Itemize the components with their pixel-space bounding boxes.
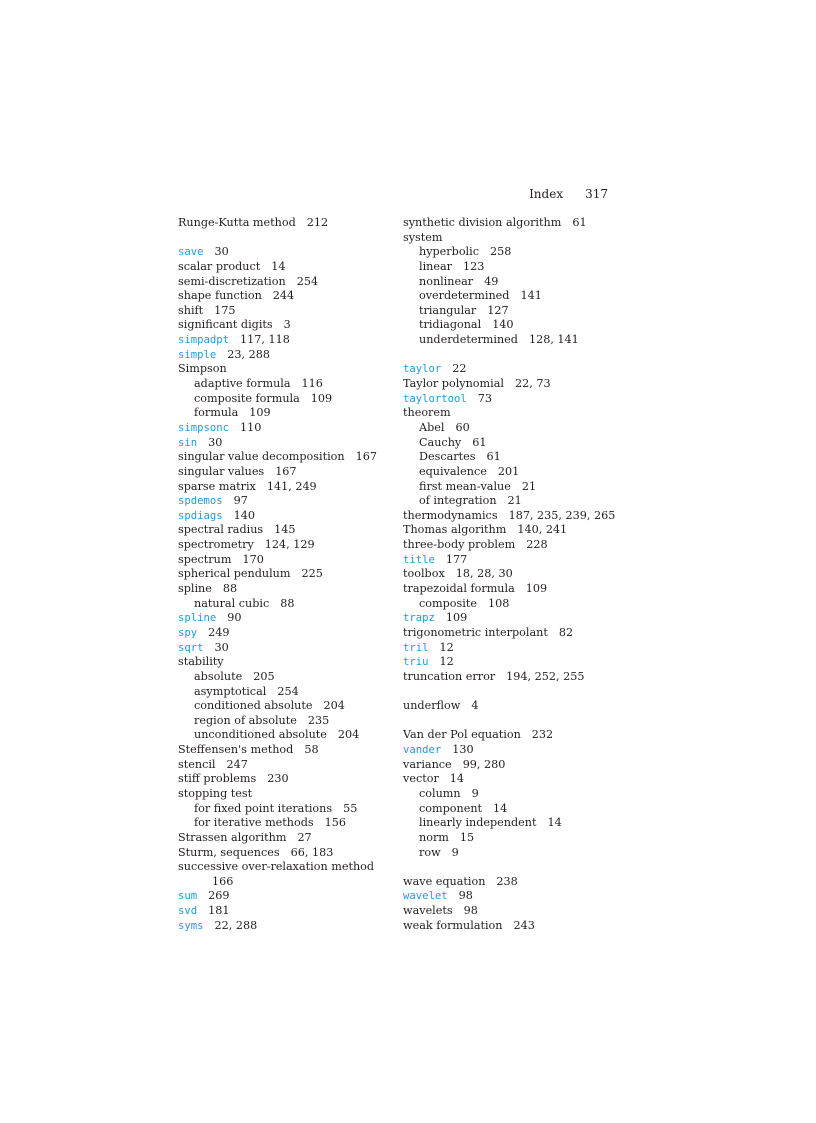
index-subentry [403,787,628,802]
page-references: 12 [439,640,454,654]
index-subentry [403,465,628,480]
page-references: 9 [451,845,459,859]
index-entry [178,289,403,304]
page-references: 88 [222,582,238,596]
page-references: 12 [439,655,454,669]
index-term: significant digits [178,318,273,332]
page-references: 249 [208,625,230,639]
page-references: 55 [343,801,358,815]
index-term: spline [178,582,212,596]
index-entry [403,655,628,670]
index-entry [178,421,403,436]
page-references: 156 [324,816,346,830]
index-term: composite formula [194,391,300,405]
page-references: 73 [477,391,493,405]
page-number: 317 [585,187,608,201]
page-references: 110 [240,420,262,434]
command-name: taylor [403,363,442,376]
index-term: first mean-value [419,479,511,493]
index-term: triangular [419,303,477,317]
page-references: 88 [280,596,295,610]
index-entry [178,641,403,656]
page-references: 124, 129 [264,538,315,552]
index-term: region of absolute [194,713,297,727]
index-entry [403,772,628,787]
command-name: spdiags [178,509,223,522]
index-term: Van der Pol equation [403,728,521,742]
index-term: Taylor polynomial [403,377,504,391]
index-entry [178,611,403,626]
index-entry [178,567,403,582]
index-entry [403,523,628,538]
page-references: 230 [267,772,289,786]
index-entry [403,567,628,582]
index-entry [403,919,628,934]
page-references: 128, 141 [528,333,579,347]
index-entry [178,333,403,348]
index-subentry [403,318,628,333]
page-references: 225 [301,567,323,581]
page-references: 204 [323,699,345,713]
command-name: trapz [403,612,435,625]
index-term: Simpson [178,362,227,376]
index-term: synthetic division algorithm [403,216,562,229]
index-term: column [419,786,461,800]
index-term: for iterative methods [194,816,314,830]
page-references: 58 [304,743,319,757]
page-references: 97 [233,494,248,508]
index-entry [403,611,628,626]
command-name: simple [178,348,217,361]
index-entry [403,538,628,553]
index-term: Descartes [419,450,476,464]
index-term: linear [419,259,452,273]
index-entry [178,260,403,275]
index-term: vector [403,772,439,786]
page-references: 61 [472,435,487,449]
index-subentry [178,699,403,714]
index-term: variance [403,757,452,771]
index-subentry [403,275,628,290]
command-name: sqrt [178,641,204,654]
page-references: 21 [521,479,537,493]
index-term: successive over-relaxation method [178,860,375,874]
index-subentry [403,245,628,260]
page-references: 90 [227,611,242,625]
command-name: sum [178,890,198,903]
page-references: 14 [493,801,508,815]
index-subentry [403,421,628,436]
page-references: 228 [526,538,548,552]
index-term: Runge-Kutta method [178,216,296,229]
page-references: 30 [208,435,223,449]
index-subentry [178,392,403,407]
index-subentry [403,816,628,831]
index-term: component [419,801,483,815]
index-entry [178,450,403,465]
command-name: title [403,553,435,566]
page-references: 166 [212,874,234,888]
index-term: trigonometric interpolant [403,625,548,639]
page-references: 14 [271,259,286,273]
index-term: system [403,230,443,244]
letter-group-gap [178,231,403,246]
page-references: 247 [226,757,248,771]
page-references: 145 [274,523,296,537]
page-references: 49 [484,274,499,288]
command-name: spline [178,612,217,625]
index-entry [178,362,403,377]
index-entry [178,655,403,670]
index-column-right [403,216,628,933]
page-references: 140 [492,318,514,332]
index-term: conditioned absolute [194,699,313,713]
index-term: toolbox [403,567,445,581]
letter-group-gap [403,685,628,700]
index-term: three-body problem [403,538,516,552]
index-term: spectrometry [178,538,254,552]
command-name: spdemos [178,495,223,508]
index-term: trapezoidal formula [403,582,515,596]
page-references: 61 [486,450,501,464]
index-column-left [178,216,403,933]
page-references: 175 [214,303,236,317]
index-term: asymptotical [194,684,267,698]
index-term: norm [419,830,449,844]
index-term: spherical pendulum [178,567,291,581]
page-references: 194, 252, 255 [506,669,585,683]
index-subentry [403,802,628,817]
command-name: sin [178,436,198,449]
index-term: spectrum [178,552,232,566]
page-references: 212 [306,216,329,229]
page-references: 244 [272,289,295,303]
command-name: taylortool [403,392,467,405]
command-name: triu [403,656,429,669]
page-references: 141 [520,289,542,303]
index-subentry [403,597,628,612]
index-entry [178,626,403,641]
index-entry [178,538,403,553]
index-entry [403,392,628,407]
index-term: formula [194,406,239,420]
page-references: 109 [525,582,548,596]
page-references: 127 [487,303,509,317]
index-subentry [403,289,628,304]
page-references: 167 [355,450,377,464]
index-entry [178,875,403,890]
page-references: 14 [547,816,562,830]
index-entry [178,582,403,597]
index-subentry [403,260,628,275]
index-subentry [178,377,403,392]
index-entry [178,509,403,524]
index-entry [178,772,403,787]
page-references: 116 [301,377,323,391]
page-references: 14 [449,772,465,786]
index-entry [403,377,628,392]
index-term: Cauchy [419,435,462,449]
index-term: Thomas algorithm [403,523,507,537]
page-references: 117, 118 [240,333,290,347]
page-references: 82 [558,625,574,639]
index-subentry [178,728,403,743]
index-subentry [403,846,628,861]
page-references: 22 [452,362,467,376]
index-term: theorem [403,406,451,420]
index-subentry [178,802,403,817]
page-references: 232 [531,728,554,742]
page-references: 27 [297,830,312,844]
index-subentry [178,670,403,685]
index-term: scalar product [178,259,261,273]
page-references: 4 [471,699,479,713]
index-entry [178,275,403,290]
letter-group-gap [403,860,628,875]
index-subentry [178,406,403,421]
page-references: 141, 249 [266,479,317,493]
index-entry [403,670,628,685]
index-term: stiff problems [178,772,257,786]
index-entry [178,465,403,480]
index-subentry [178,816,403,831]
index-term: Steffensen's method [178,743,294,757]
index-entry [403,582,628,597]
index-term: for fixed point iterations [194,801,333,815]
index-entry [178,904,403,919]
page-references: 254 [277,684,299,698]
index-entry [178,553,403,568]
index-subentry [403,450,628,465]
index-entry [178,480,403,495]
index-term: sparse matrix [178,479,256,493]
page-references: 30 [214,640,229,654]
index-term: underflow [403,699,461,713]
index-entry [403,699,628,714]
index-term: Sturm, sequences [178,845,280,859]
index-entry [403,875,628,890]
index-subentry [178,685,403,700]
letter-group-gap [403,714,628,729]
index-term: shift [178,303,204,317]
page-references: 30 [214,245,229,259]
index-term: stencil [178,757,216,771]
index-entry [178,304,403,319]
index-entry [403,509,628,524]
command-name: spy [178,626,198,639]
page-references: 23, 288 [227,347,270,361]
index-entry [403,406,628,421]
index-term: of integration [419,494,497,508]
index-entry [403,216,628,231]
command-name: svd [178,905,198,918]
page-references: 18, 28, 30 [455,567,513,581]
index-subentry [403,333,628,348]
index-subentry [403,494,628,509]
index-entry [403,231,628,246]
index-term: wavelets [403,904,453,918]
index-entry [178,348,403,363]
command-name: save [178,246,204,259]
index-term: adaptive formula [194,377,291,391]
index-entry [403,553,628,568]
index-entry [403,362,628,377]
index-term: weak formulation [403,918,503,932]
page-references: 66, 183 [290,845,334,859]
index-entry [178,846,403,861]
page-references: 21 [507,494,522,508]
index-term: stability [178,655,224,669]
command-name: syms [178,919,204,932]
index-entry [178,245,403,260]
page-references: 123 [463,259,485,273]
page-references: 140 [233,508,256,522]
index-term: thermodynamics [403,508,498,522]
index-entry [178,758,403,773]
index-term: singular values [178,464,265,478]
command-name: simpsonc [178,421,230,434]
page-references: 204 [337,728,360,742]
command-name: vander [403,744,442,757]
page-references: 201 [497,464,520,478]
index-term: composite [419,596,477,610]
index-subentry [403,304,628,319]
index-term: underdetermined [419,333,518,347]
index-entry [403,728,628,743]
command-name: simpadpt [178,334,230,347]
page-references: 109 [310,391,333,405]
index-term: spectral radius [178,523,264,537]
page-references: 109 [249,406,271,420]
index-entry [178,743,403,758]
page-references: 205 [253,669,275,683]
index-term: natural cubic [194,596,270,610]
index-term: hyperbolic [419,245,479,259]
index-entry [403,641,628,656]
index-entry [403,758,628,773]
index-entry [403,889,628,904]
index-entry [178,216,403,231]
page-references: 60 [455,420,470,434]
page-references: 98 [458,889,473,903]
index-entry [403,904,628,919]
page-references: 177 [445,552,468,566]
index-term: stopping test [178,786,253,800]
index-entry [178,860,403,875]
index-term: unconditioned absolute [194,728,327,742]
page-references: 22, 288 [214,918,258,932]
index-term: tridiagonal [419,318,482,332]
index-entry [403,626,628,641]
index-term: wave equation [403,874,486,888]
page-references: 170 [242,552,264,566]
page-references: 109 [445,611,468,625]
page-references: 187, 235, 239, 265 [508,508,616,522]
page-references: 167 [275,464,297,478]
command-name: tril [403,641,429,654]
index-term: Strassen algorithm [178,830,287,844]
section-title: Index [529,187,564,201]
page-references: 61 [572,216,587,229]
index-entry [178,919,403,934]
page-references: 99, 280 [462,757,506,771]
index-term: semi-discretization [178,274,286,288]
page-references: 108 [487,596,510,610]
index-entry [178,889,403,904]
index-subentry [403,436,628,451]
index-term: overdetermined [419,289,510,303]
index-entry [178,787,403,802]
index-entry [178,436,403,451]
index-subentry [178,597,403,612]
letter-group-gap [403,348,628,363]
page-references: 140, 241 [517,523,568,537]
index-term: row [419,845,441,859]
page-references: 130 [452,743,474,757]
index-term: equivalence [419,464,487,478]
index-term: absolute [194,669,243,683]
page-references: 254 [296,274,319,288]
command-name: wavelet [403,890,448,903]
page-references: 238 [496,874,518,888]
index-entry [178,523,403,538]
page-references: 181 [208,904,230,918]
index-entry [403,743,628,758]
page-references: 235 [307,713,330,727]
page-references: 22, 73 [514,377,551,391]
page-references: 98 [463,904,478,918]
index-term: truncation error [403,669,496,683]
running-head [529,186,608,202]
index-term: shape function [178,289,262,303]
index-subentry [403,480,628,495]
page-references: 9 [471,786,479,800]
index-subentry [178,714,403,729]
index-entry [178,831,403,846]
index-entry [178,318,403,333]
page-references: 258 [489,245,512,259]
index-term: linearly independent [419,816,537,830]
page-references: 269 [208,889,230,903]
index-term: Abel [419,420,445,434]
index-term: singular value decomposition [178,450,345,464]
index-term: nonlinear [419,274,474,288]
page-references: 3 [283,318,291,332]
page-references: 243 [513,918,535,932]
page-references: 15 [459,830,475,844]
index-entry [178,494,403,509]
index-subentry [403,831,628,846]
